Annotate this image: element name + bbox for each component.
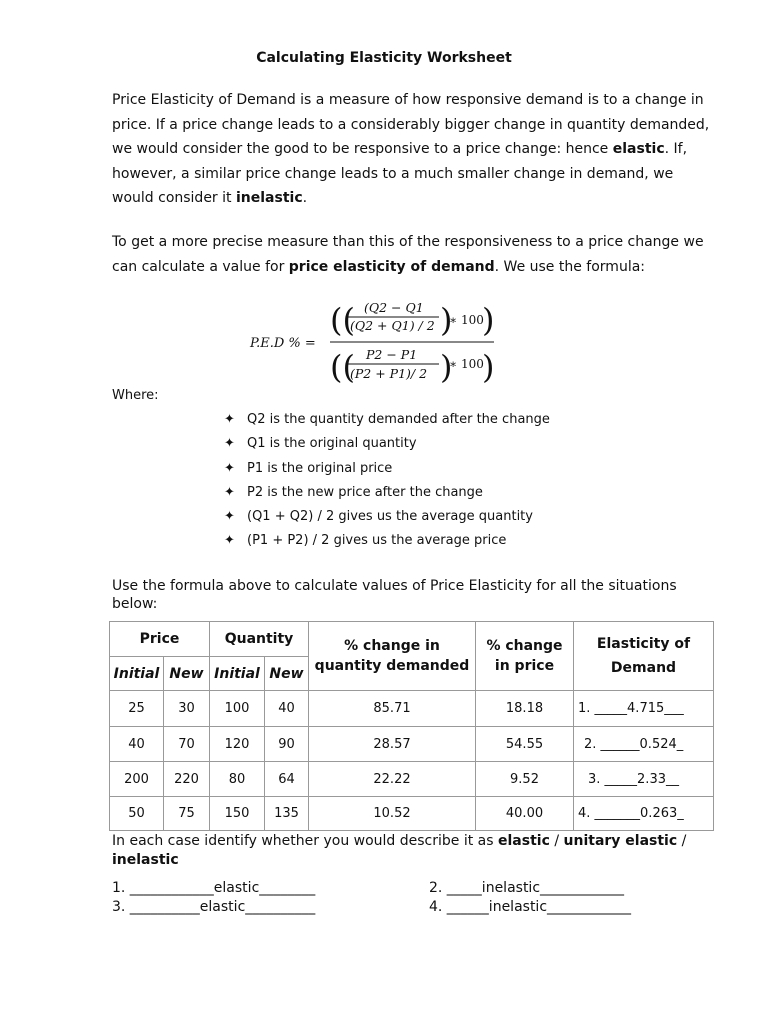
identify-instruction: In each case identify whether you would describe it as elastic / unitary elastic / inelastic: [112, 833, 687, 868]
cell-elasticity: 2. ______0.524_: [574, 727, 714, 762]
header-price: Price: [110, 622, 210, 657]
star-bullet-icon: ✦: [224, 509, 235, 525]
cell-qty-initial: 80: [210, 762, 265, 797]
list-item: ✦ (P1 + P2) / 2 gives us the average price: [224, 531, 550, 555]
term-ped: price elasticity of demand: [288, 258, 495, 275]
formula-num-bottom: (Q2 + Q1) / 2: [350, 318, 435, 333]
header-qty-new: New: [265, 657, 309, 691]
elasticity-table: [109, 621, 714, 831]
cell-price-new: 30: [164, 691, 210, 727]
cell-price-new: 220: [164, 762, 210, 797]
formula-paren-r2b: ): [482, 348, 495, 386]
where-label: Where:: [112, 388, 159, 403]
formula-paren-l2: ((: [330, 348, 355, 386]
star-bullet-icon: ✦: [224, 460, 235, 476]
formula-paren-r1b: ): [482, 301, 495, 339]
cell-pct-price: 9.52: [476, 762, 574, 797]
cell-pct-price: 18.18: [476, 691, 574, 727]
cell-qty-new: 90: [265, 727, 309, 762]
cell-qty-new: 40: [265, 691, 309, 727]
cell-pct-price: 40.00: [476, 797, 574, 831]
response-1: 1. ____________elastic________: [112, 880, 316, 896]
formula-paren-r2: ): [440, 348, 453, 386]
cell-price-new: 70: [164, 727, 210, 762]
cell-pct-qty: 10.52: [309, 797, 476, 831]
worksheet-title: Calculating Elasticity Worksheet: [256, 50, 512, 66]
cell-price-new: 75: [164, 797, 210, 831]
formula-times-top: ∗ 100: [449, 313, 484, 327]
term-elastic: elastic: [612, 141, 665, 157]
header-qty-initial: Initial: [210, 657, 265, 691]
formula-times-bottom: ∗ 100: [449, 357, 484, 371]
intro-paragraph: Price Elasticity of Demand is a measure of how responsive demand is to a change in price. If a price change leads to a considerably bigger change in quantity demanded, we would consider the good to be responsive to a price change: hence elastic. If, however, a similar price change leads to a much smaller change in demand, we would consider it inelastic.: [112, 92, 710, 206]
response-3: 3. __________elastic__________: [112, 899, 316, 915]
table-row: [110, 797, 714, 831]
star-bullet-icon: ✦: [224, 412, 235, 427]
term-inelastic: inelastic: [235, 190, 303, 206]
definitions-list: [224, 410, 550, 556]
list-item: ✦ Q1 is the original quantity: [224, 434, 550, 458]
star-bullet-icon: ✦: [224, 484, 235, 500]
list-item: ✦ Q2 is the quantity demanded after the change: [224, 410, 550, 434]
formula-lhs: P.E.D % =: [250, 336, 316, 351]
header-elasticity: Elasticity of Demand: [574, 622, 714, 691]
formula-num-top: (Q2 − Q1: [364, 300, 424, 315]
header-pct-qty: % change in quantity demanded: [309, 622, 476, 691]
table-row: [110, 691, 714, 727]
cell-pct-qty: 85.71: [309, 691, 476, 727]
list-item: ✦ P2 is the new price after the change: [224, 483, 550, 507]
header-price-new: New: [164, 657, 210, 691]
list-item: ✦ (Q1 + Q2) / 2 gives us the average quantity: [224, 507, 550, 531]
cell-elasticity: 1. _____4.715___: [574, 691, 714, 727]
response-4: 4. ______inelastic____________: [429, 899, 632, 915]
ped-formula: [246, 296, 506, 388]
star-bullet-icon: ✦: [224, 533, 235, 549]
cell-pct-qty: 22.22: [309, 762, 476, 797]
header-price-initial: Initial: [110, 657, 164, 691]
cell-pct-qty: 28.57: [309, 727, 476, 762]
star-bullet-icon: ✦: [224, 436, 235, 452]
cell-qty-initial: 100: [210, 691, 265, 727]
cell-qty-initial: 120: [210, 727, 265, 762]
formula-intro-paragraph: To get a more precise measure than this of the responsiveness to a price change we can calculate a value for price elasticity of demand. We use the formula:: [112, 234, 704, 275]
instruction-text: Use the formula above to calculate values of Price Elasticity for all the situations below:: [112, 578, 677, 612]
header-quantity: Quantity: [210, 622, 309, 657]
cell-qty-new: 135: [265, 797, 309, 831]
cell-price-initial: 50: [110, 797, 164, 831]
formula-den-top: P2 − P1: [366, 347, 418, 362]
table-row: [110, 762, 714, 797]
cell-price-initial: 200: [110, 762, 164, 797]
formula-den-bottom: (P2 + P1)/ 2: [350, 366, 428, 381]
cell-qty-new: 64: [265, 762, 309, 797]
table-row: [110, 727, 714, 762]
cell-price-initial: 40: [110, 727, 164, 762]
cell-qty-initial: 150: [210, 797, 265, 831]
header-pct-price: % change in price: [476, 622, 574, 691]
cell-price-initial: 25: [110, 691, 164, 727]
list-item: ✦ P1 is the original price: [224, 459, 550, 483]
cell-elasticity: 4. _______0.263_: [574, 797, 714, 831]
formula-paren-l1: ((: [330, 301, 355, 339]
cell-elasticity: 3. _____2.33__: [574, 762, 714, 797]
response-2: 2. _____inelastic____________: [429, 880, 625, 896]
cell-pct-price: 54.55: [476, 727, 574, 762]
formula-paren-r1: ): [440, 301, 453, 339]
